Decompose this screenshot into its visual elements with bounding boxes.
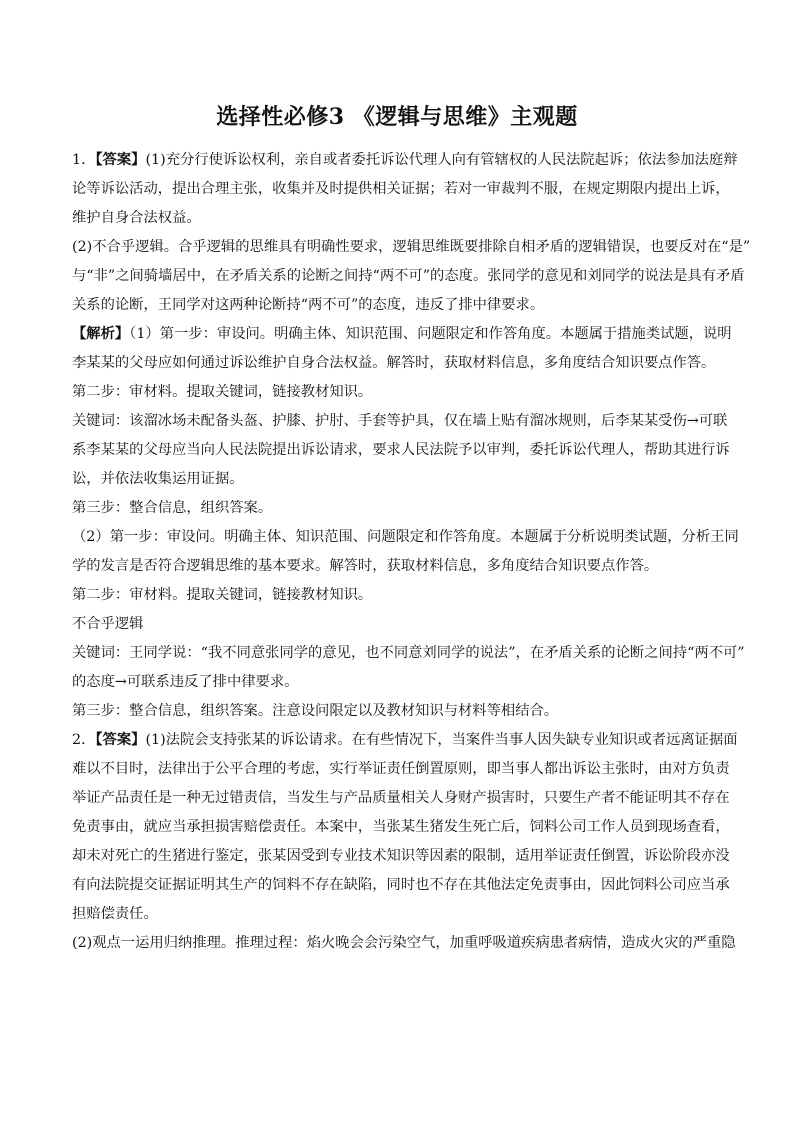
- text-segment: 关键词：该溜冰场未配备头盔、护膝、护肘、手套等护具，仅在墙上贴有溜冰规则，后李某某受伤→可联: [72, 413, 728, 429]
- text-line: [72, 291, 724, 320]
- text-line: [72, 755, 730, 784]
- text-line: [72, 784, 730, 813]
- text-line: [72, 900, 724, 929]
- text-line: [72, 146, 738, 175]
- text-segment: 担赔偿责任。: [72, 906, 158, 922]
- text-line: [72, 726, 738, 755]
- text-line: [72, 436, 730, 465]
- text-line: [72, 204, 724, 233]
- text-segment: 论等诉讼活动，提出合理主张，收集并及时提供相关证据；若对一审裁判不服，在规定期限内提出上诉，: [72, 181, 730, 197]
- text-segment: 第二步：审材料。提取关键词，链接教材知识。: [72, 587, 373, 603]
- text-segment: 维护自身合法权益。: [72, 210, 201, 226]
- text-segment: 第三步：整合信息，组织答案。注意设问限定以及教材知识与材料等相结合。: [72, 703, 559, 719]
- text-segment: (2)不合乎逻辑。合乎逻辑的思维具有明确性要求，逻辑思维既要排除自相矛盾的逻辑错误，也要反对在“是”: [72, 239, 751, 255]
- text-line: [72, 407, 728, 436]
- section-marker: 【答案】: [95, 732, 146, 748]
- text-segment: 第三步：整合信息，组织答案。: [72, 500, 273, 516]
- text-segment: 难以不目时，法律出于公平合理的考虑，实行举证责任倒置原则，即当事人都出诉讼主张时，由对方负责: [72, 761, 730, 777]
- text-line: [72, 871, 730, 900]
- text-line: [72, 349, 724, 378]
- page-title: 选择性必修3 《逻辑与思维》主观题: [216, 104, 578, 130]
- text-segment: 却未对死亡的生猪进行鉴定，张某因受到专业技术知识等因素的限制，适用举证责任倒置，诉讼阶段亦没: [72, 848, 730, 864]
- text-line: [72, 523, 739, 552]
- text-segment: 李某某的父母应如何通过诉讼维护自身合法权益。解答时，获取材料信息，多角度结合知识要点作答。: [72, 355, 716, 371]
- text-segment: 举证产品责任是一种无过错责信，当发生与产品质量相关人身财产损害时，只要生产者不能证明其不存在: [72, 790, 730, 806]
- text-segment: 与“非”之间骑墙居中，在矛盾关系的论断之间持“两不可”的态度。张同学的意见和刘同学的说法是具有矛盾: [72, 268, 745, 284]
- text-line: [72, 610, 724, 639]
- text-segment: 有向法院提交证据证明其生产的饲料不存在缺陷，同时也不存在其他法定免责事由，因此饲料公司应当承: [72, 877, 730, 893]
- text-segment: (1)充分行使诉讼权利，亲自或者委托诉讼代理人向有管辖权的人民法院起诉；依法参加法庭辩: [145, 152, 738, 168]
- text-segment: (2)观点一运用归纳推理。推理过程：焰火晚会会污染空气，加重呼吸道疾病患者病情，造成火灾的严重隐: [72, 935, 736, 951]
- text-line: [72, 929, 736, 958]
- text-line: [72, 233, 751, 262]
- text-line: [72, 842, 730, 871]
- text-segment: （1）第一步：审设问。明确主体、知识范围、问题限定和作答角度。本题属于措施类试题，说明: [129, 326, 732, 342]
- text-line: [72, 697, 724, 726]
- text-segment: 讼，并依法收集运用证据。: [72, 471, 244, 487]
- text-line: [72, 494, 724, 523]
- text-line: [72, 262, 745, 291]
- text-line: [72, 175, 730, 204]
- text-line: [72, 552, 724, 581]
- text-segment: 关系的论断，王同学对这两种论断持“两不可”的态度，违反了排中律要求。: [72, 297, 545, 313]
- text-line: [72, 668, 724, 697]
- text-segment: (1)法院会支持张某的诉讼请求。在有些情况下，当案件当事人因失缺专业知识或者远离证据面: [145, 732, 738, 748]
- text-line: [72, 581, 724, 610]
- text-line: [72, 813, 730, 842]
- text-segment: 关键词：王同学说：“我不同意张同学的意见，也不同意刘同学的说法”，在矛盾关系的论断之间持“两不可”: [72, 645, 745, 661]
- text-segment: 2．: [72, 732, 96, 748]
- text-segment: 免责事由，就应当承担损害赔偿责任。本案中，当张某生猪发生死亡后，饲料公司工作人员到现场查看，: [72, 819, 730, 835]
- text-line: [72, 465, 724, 494]
- text-line: [72, 639, 745, 668]
- section-marker: 【解析】: [72, 326, 130, 342]
- section-marker: 【答案】: [95, 152, 146, 168]
- text-segment: 学的发言是否符合逻辑思维的基本要求。解答时，获取材料信息，多角度结合知识要点作答。: [72, 558, 659, 574]
- text-segment: （2）第一步：审设问。明确主体、知识范围、问题限定和作答角度。本题属于分析说明类试题，分析王同: [72, 529, 739, 545]
- text-line: [72, 378, 724, 407]
- text-segment: 第二步：审材料。提取关键词，链接教材知识。: [72, 384, 373, 400]
- text-segment: 1．: [72, 152, 96, 168]
- text-line: [72, 320, 732, 349]
- text-segment: 系李某某的父母应当向人民法院提出诉讼请求，要求人民法院予以审判，委托诉讼代理人，帮助其进行诉: [72, 442, 730, 458]
- text-segment: 不合乎逻辑: [72, 616, 144, 632]
- document-body: [72, 146, 751, 958]
- text-segment: 的态度→可联系违反了排中律要求。: [72, 674, 299, 690]
